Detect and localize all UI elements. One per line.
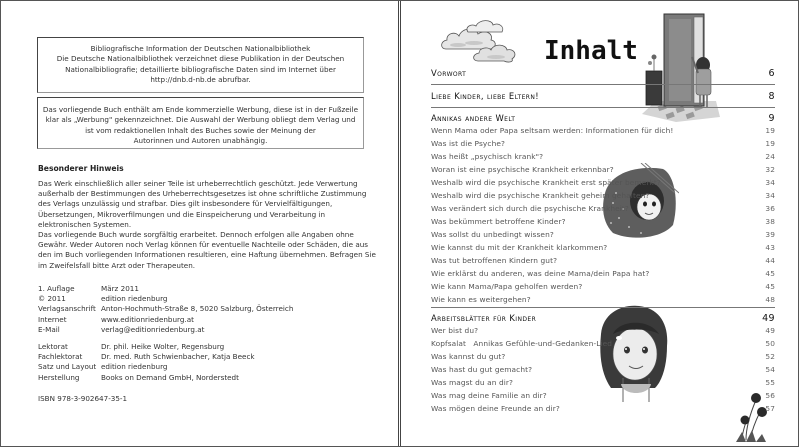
imprint-key: Verlagsanschrift	[38, 304, 96, 314]
imprint-row	[38, 304, 293, 314]
entry-page: 34	[765, 178, 775, 187]
toc-entry[interactable]	[431, 378, 775, 387]
entry-title: Was verändert sich durch die psychische Krankheit?	[431, 204, 629, 213]
imprint-value: März 2011	[101, 284, 139, 293]
imprint-key: Lektorat	[38, 342, 68, 351]
toc-entry[interactable]	[431, 269, 775, 278]
toc-entry[interactable]	[431, 326, 775, 335]
entry-page: 55	[765, 378, 775, 387]
imprint-value: edition riedenburg	[101, 362, 168, 372]
toc-entry[interactable]	[431, 152, 775, 161]
imprint-key: E-Mail	[38, 324, 60, 334]
entry-page: 38	[765, 217, 775, 226]
entry-title: Was kannst du gut?	[431, 352, 506, 361]
entry-title: Was mag deine Familie an dir?	[431, 391, 547, 400]
imprint-value: Dr. med. Ruth Schwienbacher, Katja Beeck	[101, 352, 255, 362]
entry-page: 54	[765, 365, 775, 374]
entry-title: Wie erklärst du anderen, was deine Mama/dein Papa hat?	[431, 269, 650, 278]
entry-title: Was sollst du unbedingt wissen?	[431, 230, 554, 239]
disclaimer-paragraph: Das vorliegende Buch wurde sorgfältig erarbeitet. Dennoch erfolgen alle Angaben ohne Gewähr. Weder Autoren noch Verlag können für eventuelle Nachteile oder Schäden, die aus den im Buch vorliegenden Informationen resultieren, eine Haftung übernehmen. Befragen Sie im Zweifelsfall bitte Arzt oder Therapeuten.	[38, 230, 376, 270]
contents-page	[400, 1, 799, 446]
chapter-title: Vorwort	[431, 68, 467, 78]
entry-page: 45	[765, 269, 775, 278]
advertising-line: Autorinnen und Autoren unabhängig.	[133, 135, 268, 145]
entry-title: Wie kann Mama/Papa geholfen werden?	[431, 282, 583, 291]
imprint-value: Books on Demand GmbH, Norderstedt	[101, 372, 239, 382]
entry-page: 32	[765, 165, 775, 174]
chapter-title: Annikas andere Welt	[431, 113, 516, 123]
imprint-row	[38, 294, 293, 304]
imprint-row	[38, 315, 293, 325]
imprint-key: © 2011	[38, 294, 66, 304]
entry-title: Was tut betroffenen Kindern gut?	[431, 256, 558, 265]
toc-entry[interactable]	[431, 191, 775, 200]
entry-page: 43	[765, 243, 775, 252]
bibliographic-info-box	[37, 37, 364, 93]
imprint-row	[38, 373, 255, 383]
chapter-page: 6	[768, 68, 775, 79]
imprint-row	[38, 325, 293, 335]
toc-entry[interactable]	[431, 352, 775, 361]
contents-title: Inhalt	[544, 36, 638, 66]
toc-entry[interactable]	[431, 165, 775, 174]
entry-page: 36	[765, 204, 775, 213]
advertising-line: ist vom redaktionellen Inhalt des Buches sowie der Meinung der	[85, 125, 316, 135]
website-link[interactable]: www.editionriedenburg.at	[101, 314, 194, 324]
entry-page: 39	[765, 230, 775, 239]
entry-page: 34	[765, 191, 775, 200]
entry-title: Was mögen deine Freunde an dir?	[431, 404, 560, 413]
entry-page: 50	[765, 339, 775, 348]
divider	[431, 307, 775, 308]
entry-title: Wie kann es weitergehen?	[431, 295, 531, 304]
entry-page: 24	[765, 152, 775, 161]
entry-title: Was ist die Psyche?	[431, 139, 506, 148]
toc-chapter[interactable]	[431, 113, 775, 124]
toc-entry[interactable]	[431, 256, 775, 265]
divider	[431, 107, 775, 108]
chapter-page: 9	[768, 113, 775, 124]
toc-entry[interactable]	[431, 178, 775, 187]
imprint-row	[38, 342, 255, 352]
entry-page: 56	[765, 391, 775, 400]
chapter-page: 49	[762, 313, 775, 324]
imprint-value: Dr. phil. Heike Wolter, Regensburg	[101, 342, 225, 351]
entry-page: 19	[765, 126, 775, 135]
entry-page: 44	[765, 256, 775, 265]
advertising-notice-box	[37, 97, 364, 149]
toc-entry[interactable]	[431, 295, 775, 304]
imprint-row	[38, 352, 255, 362]
chapter-title: Liebe Kinder, liebe Eltern!	[431, 91, 540, 101]
chapter-page: 8	[768, 91, 775, 102]
entry-page: 19	[765, 139, 775, 148]
toc-entry[interactable]	[431, 404, 775, 413]
entry-page: 49	[765, 326, 775, 335]
toc-chapter[interactable]	[431, 68, 775, 79]
toc-entry[interactable]	[431, 243, 775, 252]
entry-title: Weshalb wird die psychische Krankheit geheim gehalten?	[431, 191, 650, 200]
toc-entry[interactable]	[431, 217, 775, 226]
chapter-title: Arbeitsblätter für Kinder	[431, 313, 537, 323]
entry-title: Woran ist eine psychische Krankheit erkennbar?	[431, 165, 614, 174]
entry-title: Wer bist du?	[431, 326, 479, 335]
entry-title: Was bekümmert betroffene Kinder?	[431, 217, 566, 226]
publication-details	[38, 284, 293, 335]
imprint-row	[38, 284, 293, 294]
entry-title: Wie kannst du mit der Krankheit klarkommen?	[431, 243, 608, 252]
imprint-key: Internet	[38, 314, 67, 324]
bibliographic-line: Bibliografische Information der Deutschen Nationalbibliothek	[90, 44, 311, 53]
imprint-value: Anton-Hochmuth-Straße 8, 5020 Salzburg, Österreich	[101, 304, 294, 314]
entry-title: Was hast du gut gemacht?	[431, 365, 533, 374]
divider	[431, 84, 775, 85]
toc-entry[interactable]	[431, 126, 775, 135]
advertising-line: Das vorliegende Buch enthält am Ende kommerzielle Werbung, diese ist in der Fußzeile	[42, 105, 359, 114]
toc-entry[interactable]	[431, 139, 775, 148]
imprint-value: edition riedenburg	[101, 294, 168, 304]
toc-entry[interactable]	[431, 391, 775, 400]
notice-heading: Besonderer Hinweis	[38, 164, 124, 173]
entry-title: Was heißt „psychisch krank"?	[431, 152, 544, 161]
toc-entry[interactable]	[431, 339, 775, 348]
clouds-illustration	[438, 15, 520, 67]
entry-page: 52	[765, 352, 775, 361]
entry-title: Kopfsalat Annikas Gefühle-und-Gedanken-Lied	[431, 339, 613, 348]
toc-entry[interactable]	[431, 204, 775, 213]
toc-entry[interactable]	[431, 230, 775, 239]
toc-entry[interactable]	[431, 365, 775, 374]
entry-title: Weshalb wird die psychische Krankheit erst später bemerkt?	[431, 178, 661, 187]
imprint-key: Herstellung	[38, 372, 80, 382]
bibliographic-line: Die Deutsche Nationalbibliothek verzeichnet diese Publikation in der Deutschen	[56, 54, 345, 64]
entry-page: 45	[765, 282, 775, 291]
copyright-paragraph: Das Werk einschließlich aller seiner Teile ist urheberrechtlich geschützt. Jede Verwertung außerhalb der Bestimmungen des Urheberrechtsgesetzes ist ohne schriftliche Zustimmung des Verlags unzulässig und strafbar. Dies gilt insbesondere für Vervielfältigungen, Übersetzungen, Mikroverfilmungen und die Einspeicherung und Verarbeitung in elektronischen Systemen.	[38, 179, 367, 229]
toc-chapter[interactable]	[431, 313, 775, 324]
editorial-details	[38, 342, 255, 383]
advertising-line: klar als „Werbung" gekennzeichnet. Die Auswahl der Werbung obliegt dem Verlag und	[45, 115, 356, 125]
imprint-key: Satz und Layout	[38, 362, 97, 372]
imprint-key: Fachlektorat	[38, 352, 83, 362]
imprint-row	[38, 362, 255, 372]
entry-title: Was magst du an dir?	[431, 378, 514, 387]
toc-entry[interactable]	[431, 282, 775, 291]
bibliographic-line: Nationalbibliografie; detaillierte bibliografische Daten sind im Internet über	[65, 64, 336, 74]
entry-title: Wenn Mama oder Papa seltsam werden: Informationen für dich!	[431, 126, 674, 135]
imprint-page	[1, 1, 399, 446]
email-link[interactable]: verlag@editionriedenburg.at	[101, 324, 205, 334]
bibliographic-link[interactable]: http://dnb.d-nb.de abrufbar.	[150, 74, 251, 84]
entry-page: 57	[765, 404, 775, 413]
isbn: ISBN 978-3-902647-35-1	[38, 394, 128, 403]
imprint-key: 1. Auflage	[38, 284, 75, 293]
entry-page: 48	[765, 295, 775, 304]
toc-chapter[interactable]	[431, 91, 775, 102]
